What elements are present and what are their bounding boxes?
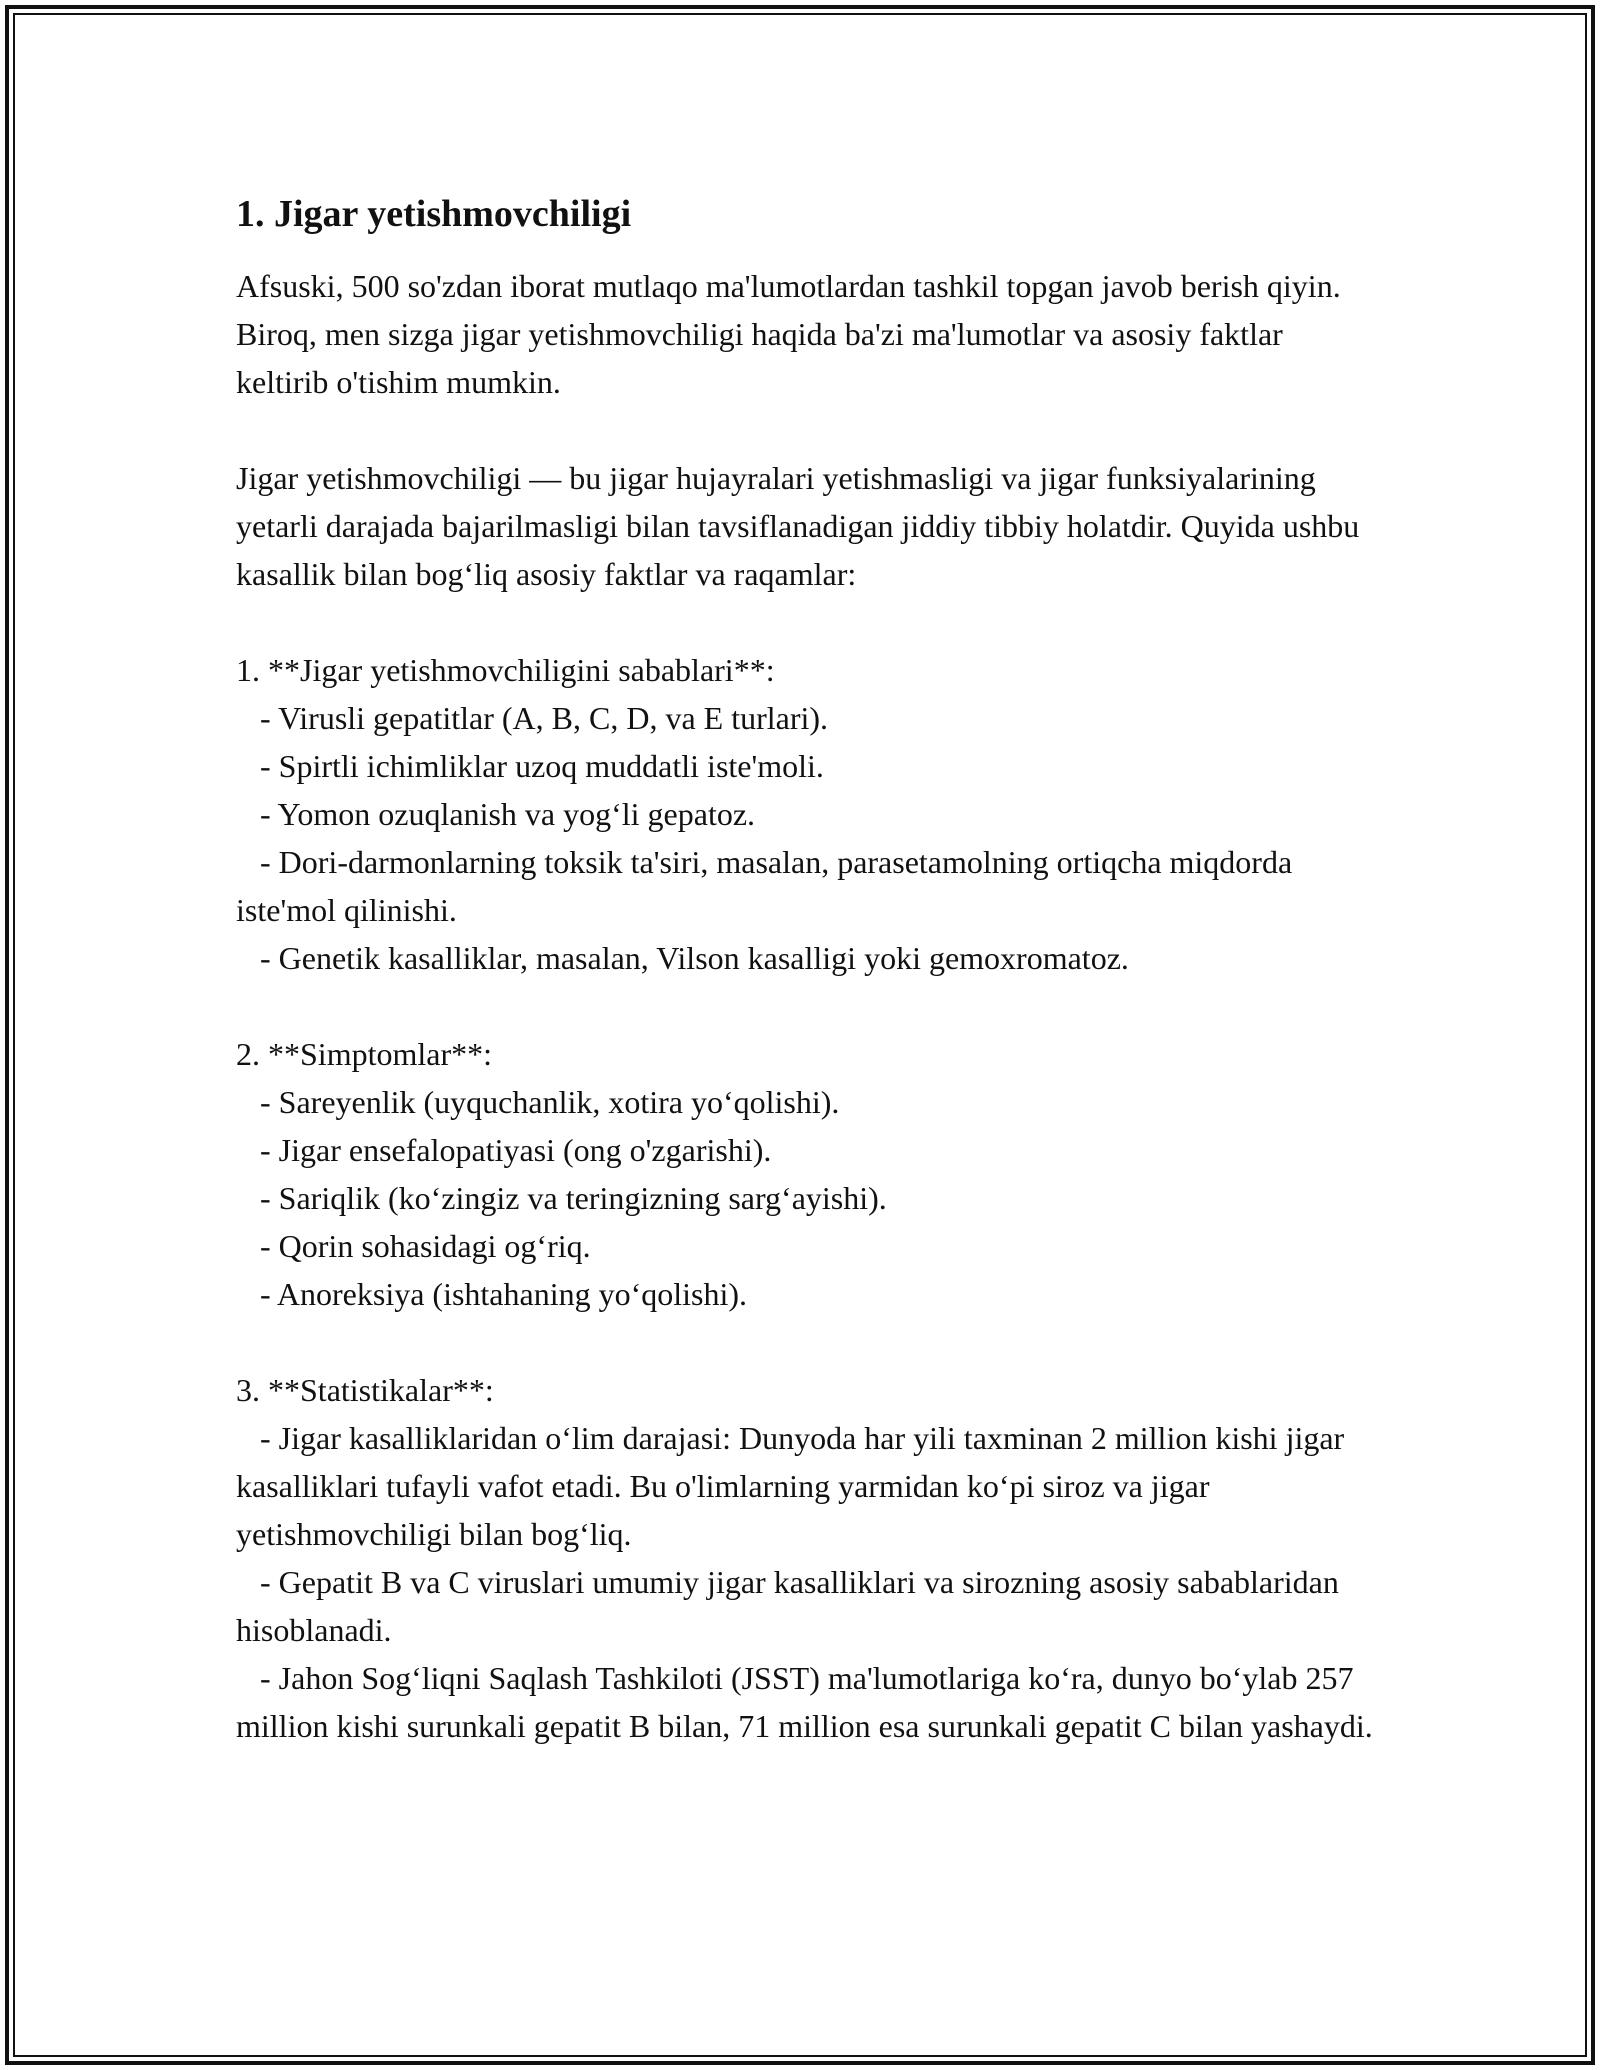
- paragraph-spacer: [236, 598, 1376, 646]
- list-item: - Dori-darmonlarning toksik ta'siri, masalan, parasetamolning ortiqcha miqdorda iste'mol qilinishi.: [236, 844, 1301, 928]
- list-item: - Qorin sohasidagi og‘riq.: [236, 1228, 591, 1264]
- list-item: - Jigar kasalliklaridan o‘lim darajasi: Dunyoda har yili taxminan 2 million kishi jigar kasalliklari tufayli vafot etadi. Bu o'limlarning yarmidan ko‘pi siroz va jigar yetishmovchiligi bilan bog‘liq.: [236, 1420, 1353, 1552]
- list-item: - Sariqlik (ko‘zingiz va teringizning sarg‘ayishi).: [236, 1180, 887, 1216]
- document-title: 1. Jigar yetishmovchiligi: [236, 193, 632, 235]
- section-causes: [236, 646, 1376, 982]
- list-item: - Gepatit B va C viruslari umumiy jigar kasalliklari va sirozning asosiy sabablaridan hisoblanadi.: [236, 1564, 1347, 1648]
- document-body: [236, 186, 1376, 1750]
- section-symptoms: [236, 1030, 1376, 1318]
- intro-paragraph-1: Afsuski, 500 so'zdan iborat mutlaqo ma'lumotlardan tashkil topgan javob berish qiyin. Biroq, men sizga jigar yetishmovchiligi haqida ba'zi ma'lumotlar va asosiy faktlar keltirib o'tishim mumkin.: [236, 268, 1349, 400]
- list-item: - Genetik kasalliklar, masalan, Vilson kasalligi yoki gemoxromatoz.: [236, 940, 1129, 976]
- section-heading: 1. **Jigar yetishmovchiligini sabablari**:: [236, 652, 775, 688]
- list-item: - Jigar ensefalopatiyasi (ong o'zgarishi).: [236, 1132, 772, 1168]
- paragraph-spacer: [236, 406, 1376, 454]
- paragraph-spacer: [236, 1318, 1376, 1366]
- list-item: - Sareyenlik (uyquchanlik, xotira yo‘qolishi).: [236, 1084, 840, 1120]
- list-item: - Yomon ozuqlanish va yog‘li gepatoz.: [236, 796, 756, 832]
- list-item: - Virusli gepatitlar (A, B, C, D, va E turlari).: [236, 700, 829, 736]
- list-item: - Anoreksiya (ishtahaning yo‘qolishi).: [236, 1276, 748, 1312]
- list-item: - Spirtli ichimliklar uzoq muddatli iste'moli.: [236, 748, 824, 784]
- paragraph-spacer: [236, 982, 1376, 1030]
- intro-paragraph-2: Jigar yetishmovchiligi — bu jigar hujayralari yetishmasligi va jigar funksiyalarining yetarli darajada bajarilmasligi bilan tavsiflanadigan jiddiy tibbiy holatdir. Quyida ushbu kasallik bilan bog‘liq asosiy faktlar va raqamlar:: [236, 460, 1368, 592]
- section-heading: 3. **Statistikalar**:: [236, 1372, 494, 1408]
- list-item: - Jahon Sog‘liqni Saqlash Tashkiloti (JSST) ma'lumotlariga ko‘ra, dunyo bo‘ylab 257 million kishi surunkali gepatit B bilan, 71 million esa surunkali gepatit C bilan yashaydi.: [236, 1660, 1373, 1744]
- section-heading: 2. **Simptomlar**:: [236, 1036, 492, 1072]
- section-statistics: [236, 1366, 1376, 1750]
